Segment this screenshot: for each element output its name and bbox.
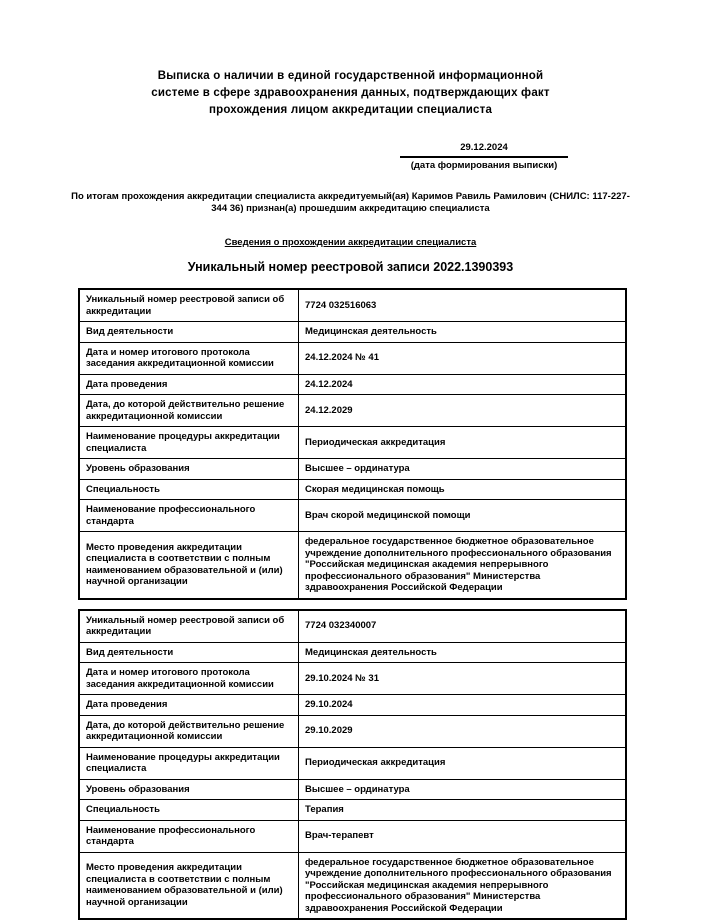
- table-row: [79, 289, 626, 322]
- row-label: Уровень образования: [79, 459, 299, 480]
- table-row: [79, 610, 626, 643]
- row-label: Уникальный номер реестровой записи об аккредитации: [79, 610, 299, 643]
- row-value: федеральное государственное бюджетное образовательное учреждение дополнительного профессионального образования "Российская медицинская академия непрерывного профессионального образования" Министерства здравоохранения Российской Федерации: [299, 852, 627, 919]
- row-value: Врач скорой медицинской помощи: [299, 500, 627, 532]
- document-title-line-2: системе в сфере здравоохранения данных, подтверждающих факт: [0, 85, 701, 102]
- table-row: [79, 642, 626, 663]
- row-value: 29.10.2024: [299, 695, 627, 716]
- row-value: 29.10.2024 № 31: [299, 663, 627, 695]
- intro-paragraph: По итогам прохождения аккредитации специалиста аккредитуемый(ая) Каримов Равиль Рамилович (СНИЛС: 117-227-344 36) признан(а) прошедшим аккредитацию специалиста: [66, 191, 636, 215]
- table-row: [79, 459, 626, 480]
- table-row: [79, 500, 626, 532]
- row-value: 24.12.2029: [299, 395, 627, 427]
- row-label: Специальность: [79, 800, 299, 821]
- table-row: [79, 374, 626, 395]
- table-row: [79, 747, 626, 779]
- accreditation-table-1: [78, 288, 627, 600]
- document-title-line-3: прохождения лицом аккредитации специалиста: [0, 102, 701, 119]
- table-row: [79, 852, 626, 919]
- row-value: федеральное государственное бюджетное образовательное учреждение дополнительного профессионального образования "Российская медицинская академия непрерывного профессионального образования" Министерства здравоохранения Российской Федерации: [299, 532, 627, 599]
- table-row: [79, 800, 626, 821]
- table-row: [79, 715, 626, 747]
- row-value: Скорая медицинская помощь: [299, 479, 627, 500]
- row-label: Дата и номер итогового протокола заседания аккредитационной комиссии: [79, 342, 299, 374]
- row-value: 29.10.2029: [299, 715, 627, 747]
- row-label: Наименование процедуры аккредитации специалиста: [79, 747, 299, 779]
- record-number-heading: Уникальный номер реестровой записи 2022.1390393: [0, 260, 701, 275]
- row-label: Дата и номер итогового протокола заседания аккредитационной комиссии: [79, 663, 299, 695]
- row-label: Вид деятельности: [79, 322, 299, 343]
- issue-date-value: 29.12.2024: [400, 142, 568, 158]
- row-label: Дата проведения: [79, 695, 299, 716]
- row-value: 24.12.2024 № 41: [299, 342, 627, 374]
- table-row: [79, 663, 626, 695]
- table-row: [79, 395, 626, 427]
- row-label: Дата, до которой действительно решение аккредитационной комиссии: [79, 395, 299, 427]
- row-value: Высшее – ординатура: [299, 459, 627, 480]
- row-value: 7724 032516063: [299, 289, 627, 322]
- row-label: Вид деятельности: [79, 642, 299, 663]
- row-value: Высшее – ординатура: [299, 779, 627, 800]
- table-row: [79, 820, 626, 852]
- row-label: Место проведения аккредитации специалиста в соответствии с полным наименованием образовательной и (или) научной организации: [79, 532, 299, 599]
- document-title: [0, 68, 701, 119]
- row-label: Уникальный номер реестровой записи об аккредитации: [79, 289, 299, 322]
- row-label: Специальность: [79, 479, 299, 500]
- accreditation-table-2: [78, 609, 627, 920]
- row-label: Уровень образования: [79, 779, 299, 800]
- table-row: [79, 695, 626, 716]
- row-value: Медицинская деятельность: [299, 642, 627, 663]
- row-label: Место проведения аккредитации специалиста в соответствии с полным наименованием образовательной и (или) научной организации: [79, 852, 299, 919]
- row-label: Наименование процедуры аккредитации специалиста: [79, 427, 299, 459]
- row-value: Врач-терапевт: [299, 820, 627, 852]
- row-label: Дата, до которой действительно решение аккредитационной комиссии: [79, 715, 299, 747]
- row-label: Наименование профессионального стандарта: [79, 500, 299, 532]
- row-label: Наименование профессионального стандарта: [79, 820, 299, 852]
- table-row: [79, 532, 626, 599]
- table-row: [79, 342, 626, 374]
- row-value: Периодическая аккредитация: [299, 747, 627, 779]
- row-value: 24.12.2024: [299, 374, 627, 395]
- issue-date-block: [400, 142, 568, 172]
- issue-date-caption: (дата формирования выписки): [400, 158, 568, 172]
- section-heading: Сведения о прохождении аккредитации специалиста: [0, 237, 701, 249]
- row-value: Периодическая аккредитация: [299, 427, 627, 459]
- row-label: Дата проведения: [79, 374, 299, 395]
- row-value: Терапия: [299, 800, 627, 821]
- row-value: Медицинская деятельность: [299, 322, 627, 343]
- table-row: [79, 479, 626, 500]
- document-title-line-1: Выписка о наличии в единой государственной информационной: [0, 68, 701, 85]
- table-row: [79, 427, 626, 459]
- row-value: 7724 032340007: [299, 610, 627, 643]
- table-row: [79, 779, 626, 800]
- table-row: [79, 322, 626, 343]
